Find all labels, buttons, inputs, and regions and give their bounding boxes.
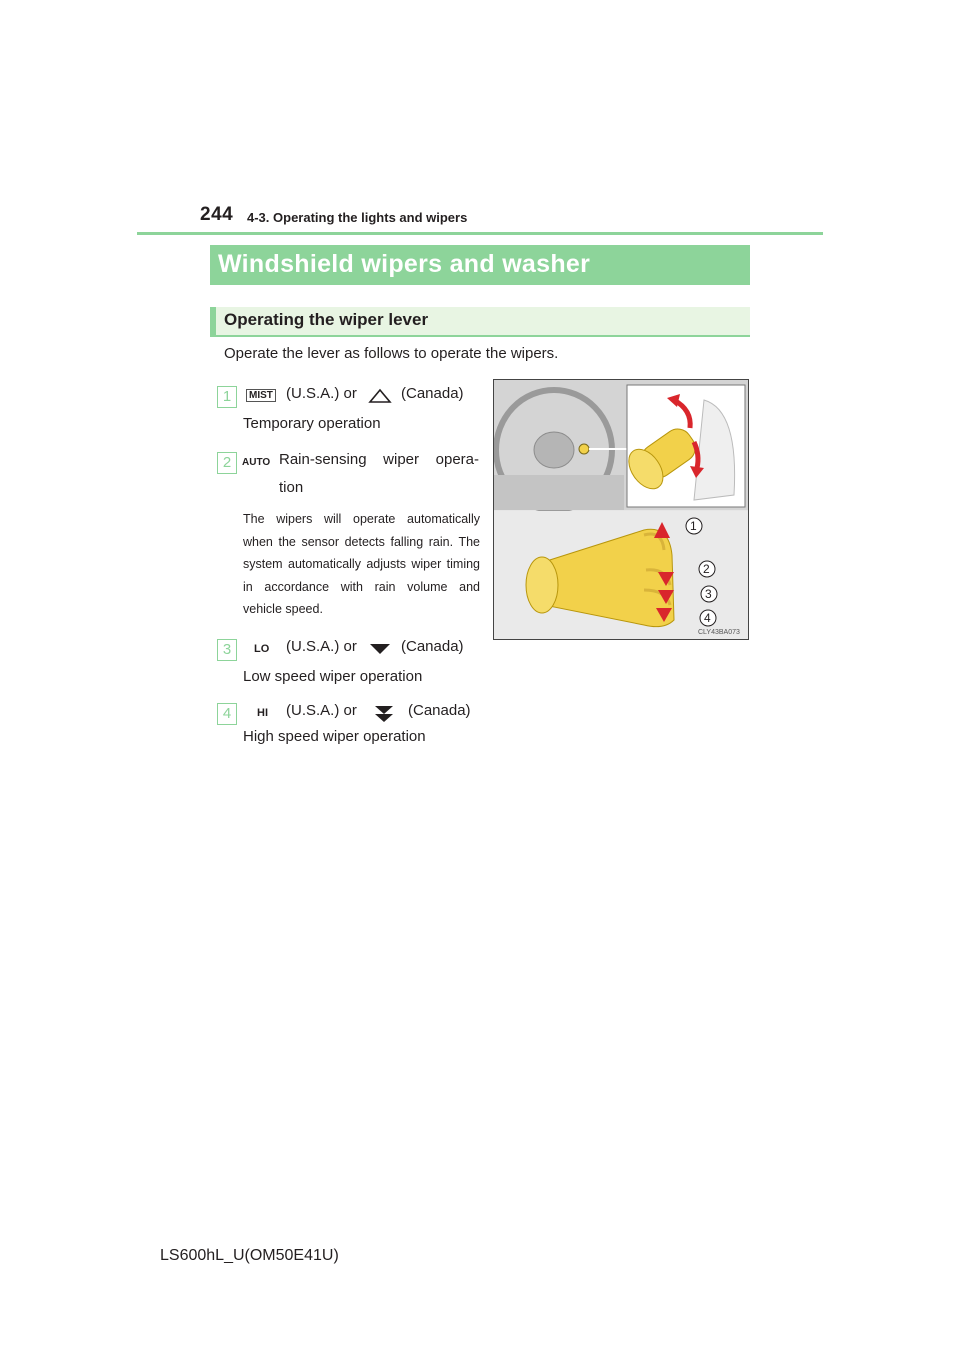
page-title: Windshield wipers and washer bbox=[210, 245, 750, 285]
footer-model-code: LS600hL_U(OM50E41U) bbox=[160, 1247, 339, 1264]
figure-code: CLY43BA073 bbox=[698, 629, 740, 636]
auto-mark-icon: AUTO bbox=[242, 457, 271, 468]
subsection-heading bbox=[210, 307, 750, 337]
item-2-label-line1: Rain-sensing wiper opera- bbox=[279, 451, 479, 468]
triangle-down-icon bbox=[368, 642, 392, 656]
item-3-label: Low speed wiper operation bbox=[243, 668, 423, 685]
item-number-4: 4 bbox=[217, 703, 237, 725]
callout-4: 4 bbox=[704, 611, 711, 625]
callout-1: 1 bbox=[690, 519, 697, 533]
item-4-usa-text: (U.S.A.) or bbox=[286, 702, 357, 719]
wiper-lever-drawing bbox=[494, 380, 748, 639]
hi-mark-icon: HI bbox=[257, 707, 268, 719]
dash-lower bbox=[494, 475, 624, 510]
lo-mark-icon: LO bbox=[254, 643, 270, 655]
item-number-1: 1 bbox=[217, 386, 237, 408]
page-number: 244 bbox=[200, 204, 234, 225]
header-rule bbox=[137, 232, 823, 235]
intro-text: Operate the lever as follows to operate the wipers. bbox=[224, 345, 559, 362]
item-number-2: 2 bbox=[217, 452, 237, 474]
double-triangle-down-icon bbox=[373, 704, 395, 724]
callout-2: 2 bbox=[703, 562, 710, 576]
item-2-label-line2: tion bbox=[279, 479, 304, 496]
triangle-outline-icon bbox=[368, 388, 392, 404]
mist-mark-icon: MIST bbox=[246, 389, 276, 402]
closeup-lever-cap bbox=[526, 557, 558, 613]
section-label: 4-3. Operating the lights and wipers bbox=[247, 210, 468, 225]
steering-hub bbox=[534, 432, 574, 468]
wiper-lever-illustration bbox=[493, 379, 749, 640]
lever-location-marker bbox=[579, 444, 589, 454]
item-1-canada-text: (Canada) bbox=[401, 385, 464, 402]
item-3-usa-text: (U.S.A.) or bbox=[286, 638, 357, 655]
item-3-canada-text: (Canada) bbox=[401, 638, 464, 655]
item-number-3: 3 bbox=[217, 639, 237, 661]
subsection-title: Operating the wiper lever bbox=[224, 310, 429, 329]
item-4-label: High speed wiper operation bbox=[243, 728, 426, 745]
item-2-note: The wipers will operate automatically when the sensor detects falling rain. The system automatically adjusts wiper timing in accordance with rain volume and vehicle speed. bbox=[243, 512, 480, 616]
callout-3: 3 bbox=[705, 587, 712, 601]
item-1-usa-text: (U.S.A.) or bbox=[286, 385, 357, 402]
item-4-canada-text: (Canada) bbox=[408, 702, 471, 719]
item-1-label: Temporary operation bbox=[243, 415, 381, 432]
